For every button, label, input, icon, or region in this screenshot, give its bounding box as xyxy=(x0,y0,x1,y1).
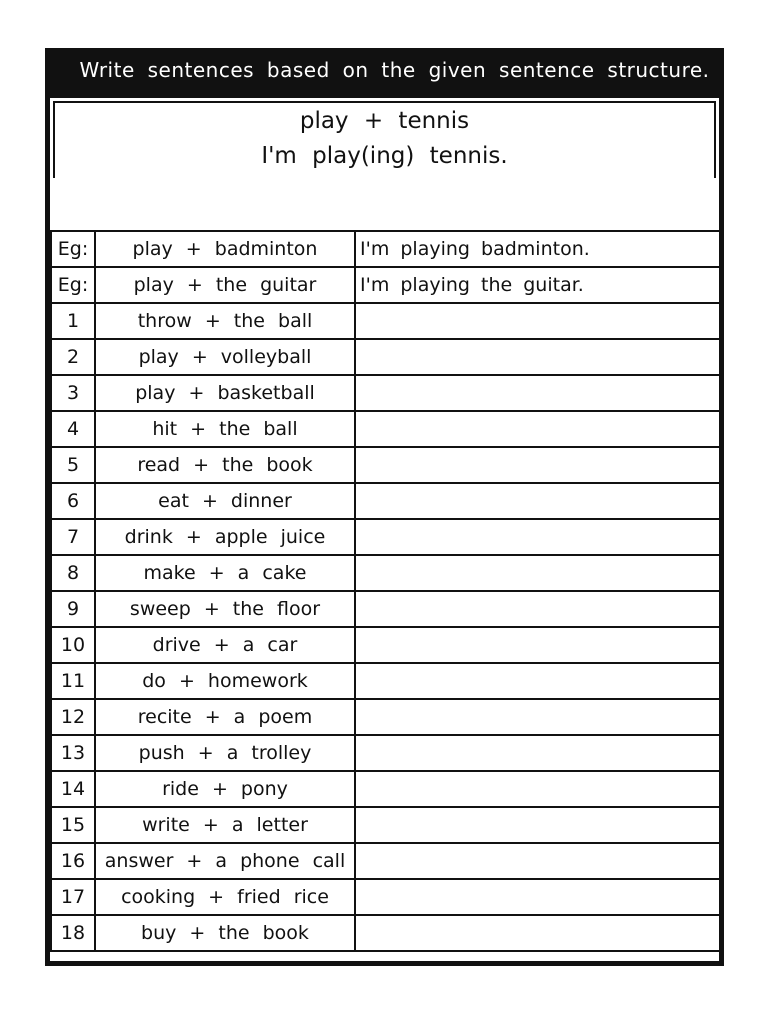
instruction-banner: Write sentences based on the given sentence structure. xyxy=(79,58,710,82)
row-number: 14 xyxy=(51,771,95,807)
row-number: 7 xyxy=(51,519,95,555)
table-row xyxy=(51,879,720,915)
sentence-structure: hit + the ball xyxy=(95,411,355,447)
row-number: Eg: xyxy=(51,231,95,267)
sentence-structure: throw + the ball xyxy=(95,303,355,339)
table-row xyxy=(51,627,720,663)
table-row xyxy=(51,519,720,555)
table-row xyxy=(51,915,720,951)
table-row xyxy=(51,339,720,375)
table-row xyxy=(51,555,720,591)
answer-cell[interactable] xyxy=(355,555,720,591)
sentence-structure: recite + a poem xyxy=(95,699,355,735)
answer-cell[interactable]: I'm playing badminton. xyxy=(355,231,720,267)
table-row xyxy=(51,663,720,699)
table-row xyxy=(51,843,720,879)
row-number: 11 xyxy=(51,663,95,699)
sentence-structure: read + the book xyxy=(95,447,355,483)
answer-cell[interactable] xyxy=(355,303,720,339)
sentence-structure: play + basketball xyxy=(95,375,355,411)
worksheet xyxy=(45,48,724,966)
row-number: 17 xyxy=(51,879,95,915)
sentence-structure: play + volleyball xyxy=(95,339,355,375)
answer-cell[interactable] xyxy=(355,915,720,951)
row-number: 5 xyxy=(51,447,95,483)
table-row xyxy=(51,591,720,627)
table-row xyxy=(51,375,720,411)
table-row xyxy=(51,699,720,735)
sentence-structure: ride + pony xyxy=(95,771,355,807)
answer-cell[interactable] xyxy=(355,879,720,915)
table-row xyxy=(51,231,720,267)
example-sentence: I'm play(ing) tennis. xyxy=(261,143,508,169)
row-number: 12 xyxy=(51,699,95,735)
answer-cell[interactable] xyxy=(355,411,720,447)
sentence-structure: push + a trolley xyxy=(95,735,355,771)
answer-cell[interactable] xyxy=(355,663,720,699)
sentence-structure: cooking + fried rice xyxy=(95,879,355,915)
sentence-structure: buy + the book xyxy=(95,915,355,951)
row-number: 2 xyxy=(51,339,95,375)
table-row xyxy=(51,735,720,771)
row-number: 3 xyxy=(51,375,95,411)
table-row xyxy=(51,483,720,519)
answer-cell[interactable] xyxy=(355,483,720,519)
table-row xyxy=(51,447,720,483)
answer-cell[interactable] xyxy=(355,771,720,807)
answer-cell[interactable] xyxy=(355,519,720,555)
table-row xyxy=(51,303,720,339)
answer-cell[interactable] xyxy=(355,735,720,771)
row-number: 1 xyxy=(51,303,95,339)
answer-cell[interactable] xyxy=(355,627,720,663)
answer-cell[interactable]: I'm playing the guitar. xyxy=(355,267,720,303)
sentence-structure: sweep + the floor xyxy=(95,591,355,627)
row-number: Eg: xyxy=(51,267,95,303)
exercise-grid xyxy=(50,178,719,961)
sentence-structure: play + the guitar xyxy=(95,267,355,303)
row-number: 10 xyxy=(51,627,95,663)
sentence-structure: drive + a car xyxy=(95,627,355,663)
table-row xyxy=(51,411,720,447)
row-number: 15 xyxy=(51,807,95,843)
row-number: 4 xyxy=(51,411,95,447)
table-row xyxy=(51,771,720,807)
row-number: 18 xyxy=(51,915,95,951)
row-number: 13 xyxy=(51,735,95,771)
answer-cell[interactable] xyxy=(355,843,720,879)
row-number: 9 xyxy=(51,591,95,627)
answer-cell[interactable] xyxy=(355,375,720,411)
sentence-structure: answer + a phone call xyxy=(95,843,355,879)
table-row xyxy=(51,267,720,303)
answer-cell[interactable] xyxy=(355,807,720,843)
exercise-table xyxy=(50,230,721,952)
answer-cell[interactable] xyxy=(355,591,720,627)
sentence-structure: do + homework xyxy=(95,663,355,699)
answer-cell[interactable] xyxy=(355,699,720,735)
answer-cell[interactable] xyxy=(355,339,720,375)
row-number: 16 xyxy=(51,843,95,879)
example-structure: play + tennis xyxy=(299,108,470,134)
table-row xyxy=(51,807,720,843)
row-number: 6 xyxy=(51,483,95,519)
sentence-structure: write + a letter xyxy=(95,807,355,843)
row-number: 8 xyxy=(51,555,95,591)
sentence-structure: drink + apple juice xyxy=(95,519,355,555)
sentence-structure: play + badminton xyxy=(95,231,355,267)
sentence-structure: eat + dinner xyxy=(95,483,355,519)
answer-cell[interactable] xyxy=(355,447,720,483)
sentence-structure: make + a cake xyxy=(95,555,355,591)
